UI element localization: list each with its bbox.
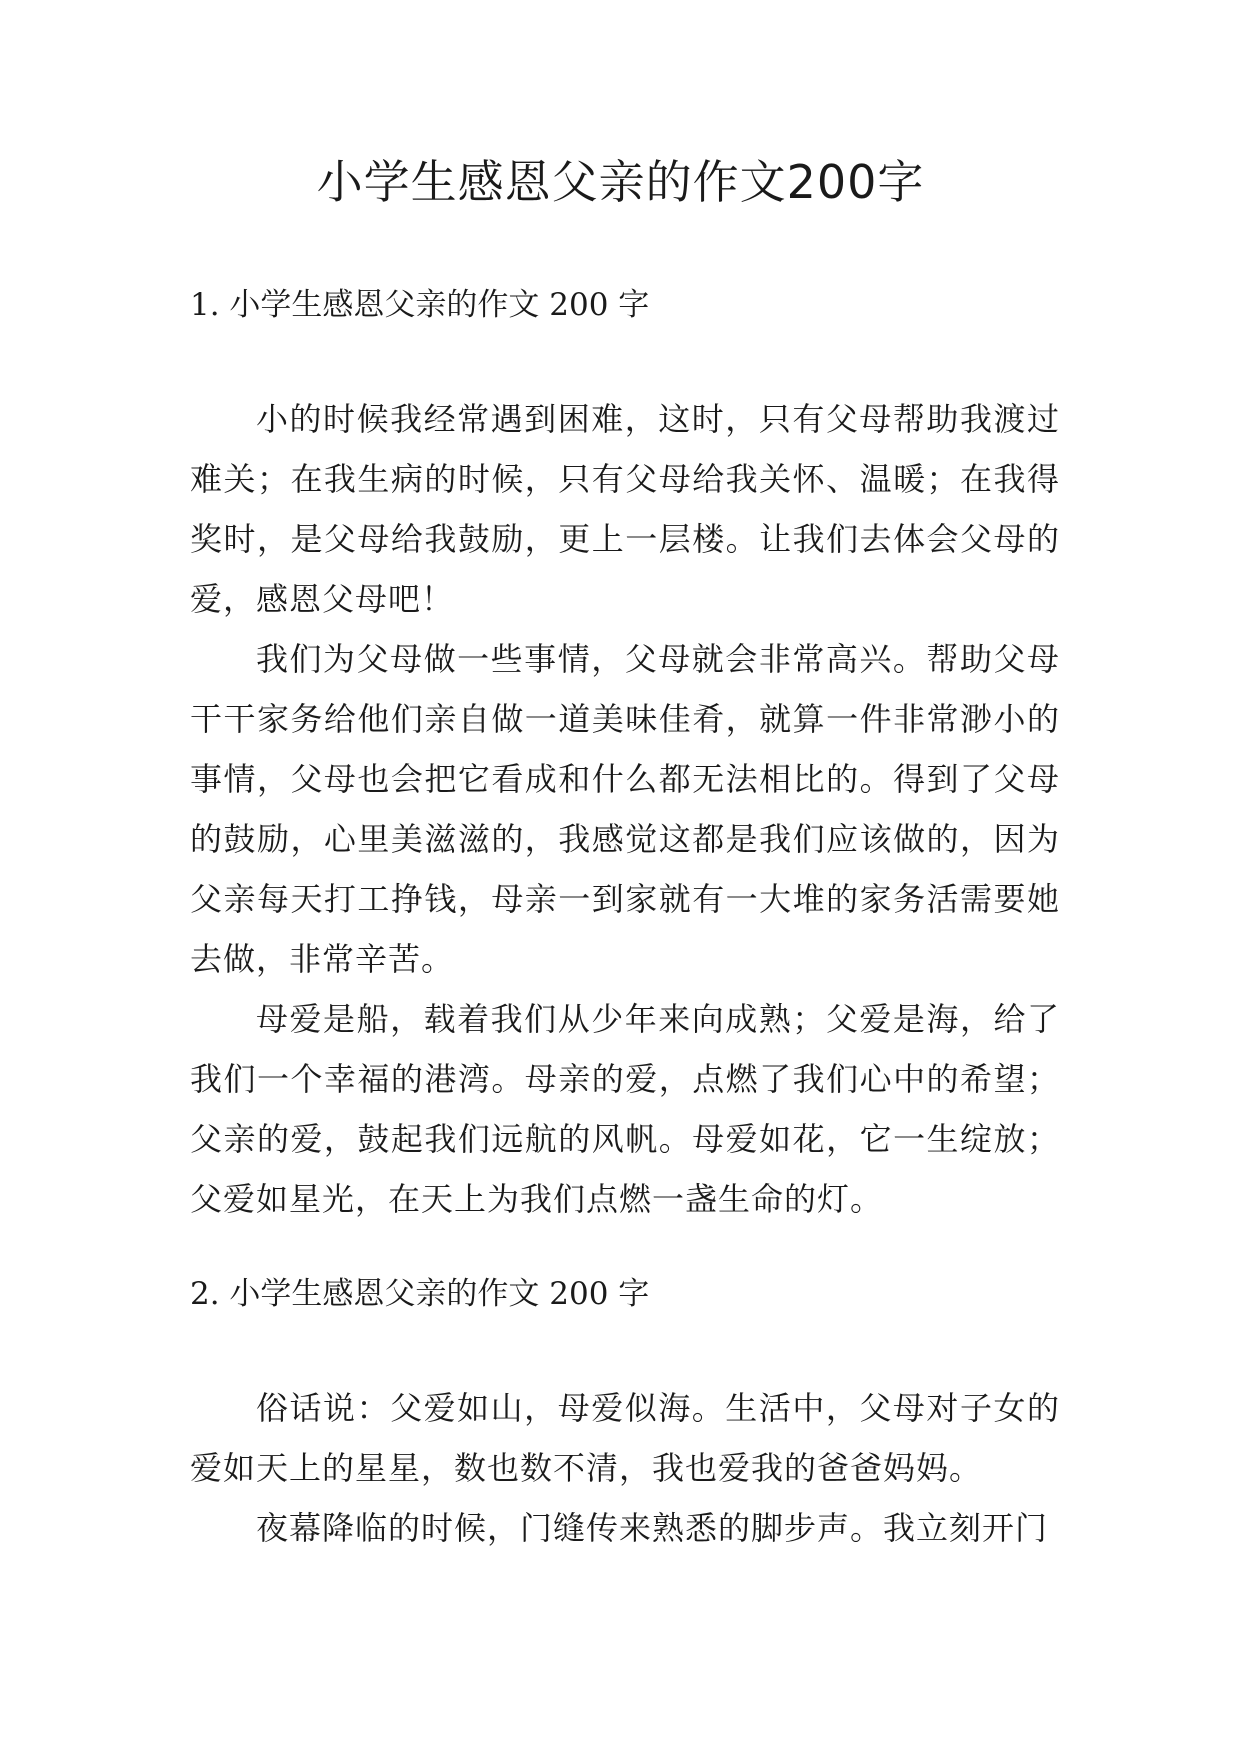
paragraph: 夜幕降临的时候，门缝传来熟悉的脚步声。我立刻开门 — [256, 1509, 1049, 1547]
paragraph: 小的时候我经常遇到困难，这时，只有父母帮助我渡过难关；在我生病的时候，只有父母给我关怀、温暖；在我得奖时，是父母给我鼓励，更上一层楼。让我们去体会父母的爱，感恩父母吧！ — [190, 400, 1060, 618]
document-title: 小学生感恩父亲的作文200字 — [316, 155, 925, 209]
paragraph: 俗话说：父爱如山，母爱似海。生活中，父母对子女的爱如天上的星星，数也数不清，我也爱我的爸爸妈妈。 — [190, 1389, 1060, 1487]
paragraph: 我们为父母做一些事情，父母就会非常高兴。帮助父母干干家务给他们亲自做一道美味佳肴，就算一件非常渺小的事情，父母也会把它看成和什么都无法相比的。得到了父母的鼓励，心里美滋滋的，我感觉这都是我们应该做的，因为父亲每天打工挣钱，母亲一到家就有一大堆的家务活需要她去做，非常辛苦。 — [190, 640, 1060, 978]
paragraph: 母爱是船，载着我们从少年来向成熟；父爱是海，给了我们一个幸福的港湾。母亲的爱，点燃了我们心中的希望；父亲的爱，鼓起我们远航的风帆。母爱如花，它一生绽放；父爱如星光，在天上为我们点燃一盏生命的灯。 — [190, 1000, 1060, 1218]
section-1-heading: 1. 小学生感恩父亲的作文 200 字 — [190, 287, 650, 323]
section-2-body — [190, 1378, 1060, 1558]
section-1-body — [190, 389, 1060, 1229]
section-2-heading: 2. 小学生感恩父亲的作文 200 字 — [190, 1276, 650, 1312]
